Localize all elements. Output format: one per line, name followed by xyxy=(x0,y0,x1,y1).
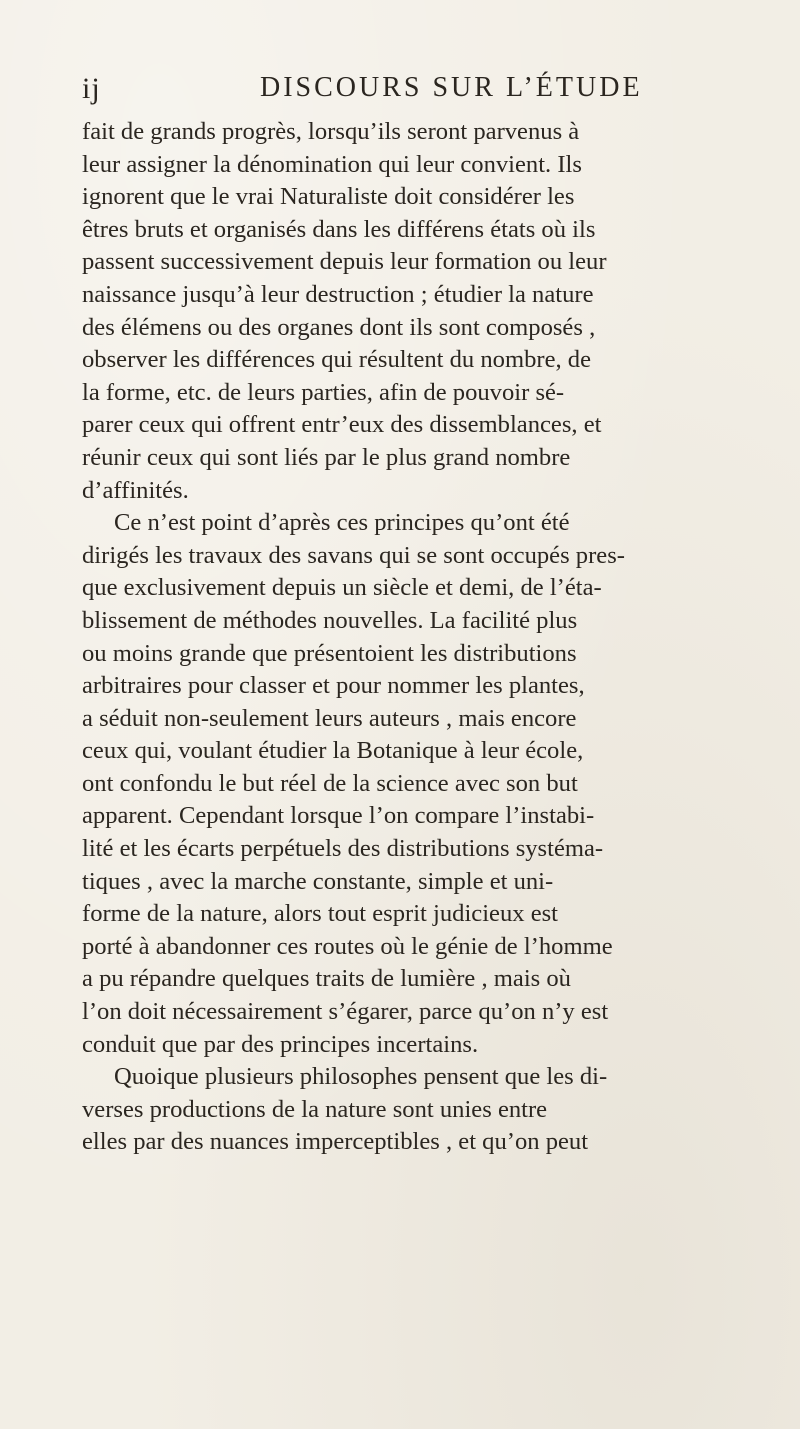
text-line: lité et les écarts perpétuels des distributions systéma- xyxy=(82,835,604,863)
text-line: a séduit non-seulement leurs auteurs , mais encore xyxy=(82,704,577,732)
running-head xyxy=(82,72,722,112)
text-line: la forme, etc. de leurs parties, afin de pouvoir sé- xyxy=(82,378,565,406)
text-line: conduit que par des principes incertains. xyxy=(82,1030,479,1058)
text-line: naissance jusqu’à leur destruction ; étudier la nature xyxy=(82,280,594,308)
text-line: ou moins grande que présentoient les distributions xyxy=(82,639,577,667)
text-line: dirigés les travaux des savans qui se sont occupés pres- xyxy=(82,541,625,569)
body-text xyxy=(82,116,722,1159)
text-line: verses productions de la nature sont unies entre xyxy=(82,1095,548,1123)
page-number: ij xyxy=(82,72,101,105)
text-line: tiques , avec la marche constante, simple et uni- xyxy=(82,867,554,895)
text-line: parer ceux qui offrent entr’eux des dissemblances, et xyxy=(82,411,602,439)
text-line: êtres bruts et organisés dans les différens états où ils xyxy=(82,215,596,243)
text-line: arbitraires pour classer et pour nommer les plantes, xyxy=(82,672,585,700)
text-line: d’affinités. xyxy=(82,476,189,504)
text-line: ont confondu le but réel de la science avec son but xyxy=(82,769,578,797)
paragraph-start-line: Quoique plusieurs philosophes pensent que les di- xyxy=(114,1063,608,1091)
text-line: des élémens ou des organes dont ils sont composés , xyxy=(82,313,596,341)
text-line: que exclusivement depuis un siècle et demi, de l’éta- xyxy=(82,574,602,602)
text-line: blissement de méthodes nouvelles. La facilité plus xyxy=(82,606,578,634)
text-line: porté à abandonner ces routes où le génie de l’homme xyxy=(82,932,613,960)
text-line: elles par des nuances imperceptibles , et qu’on peut xyxy=(82,1128,589,1156)
text-line: leur assigner la dénomination qui leur convient. Ils xyxy=(82,150,582,178)
text-line: l’on doit nécessairement s’égarer, parce qu’on n’y est xyxy=(82,998,609,1026)
text-line: passent successivement depuis leur formation ou leur xyxy=(82,248,607,276)
text-line: apparent. Cependant lorsque l’on compare l’instabi- xyxy=(82,802,595,830)
text-line: a pu répandre quelques traits de lumière , mais où xyxy=(82,965,571,993)
text-line: observer les différences qui résultent du nombre, de xyxy=(82,346,592,374)
running-title: DISCOURS SUR L’ÉTUDE xyxy=(260,72,643,103)
text-line: fait de grands progrès, lorsqu’ils seront parvenus à xyxy=(82,118,580,145)
text-line: forme de la nature, alors tout esprit judicieux est xyxy=(82,900,559,928)
text-line: réunir ceux qui sont liés par le plus grand nombre xyxy=(82,443,571,471)
text-line: ceux qui, voulant étudier la Botanique à leur école, xyxy=(82,737,584,765)
text-line: ignorent que le vrai Naturaliste doit considérer les xyxy=(82,183,575,211)
paragraph-start-line: Ce n’est point d’après ces principes qu’ont été xyxy=(114,509,570,537)
